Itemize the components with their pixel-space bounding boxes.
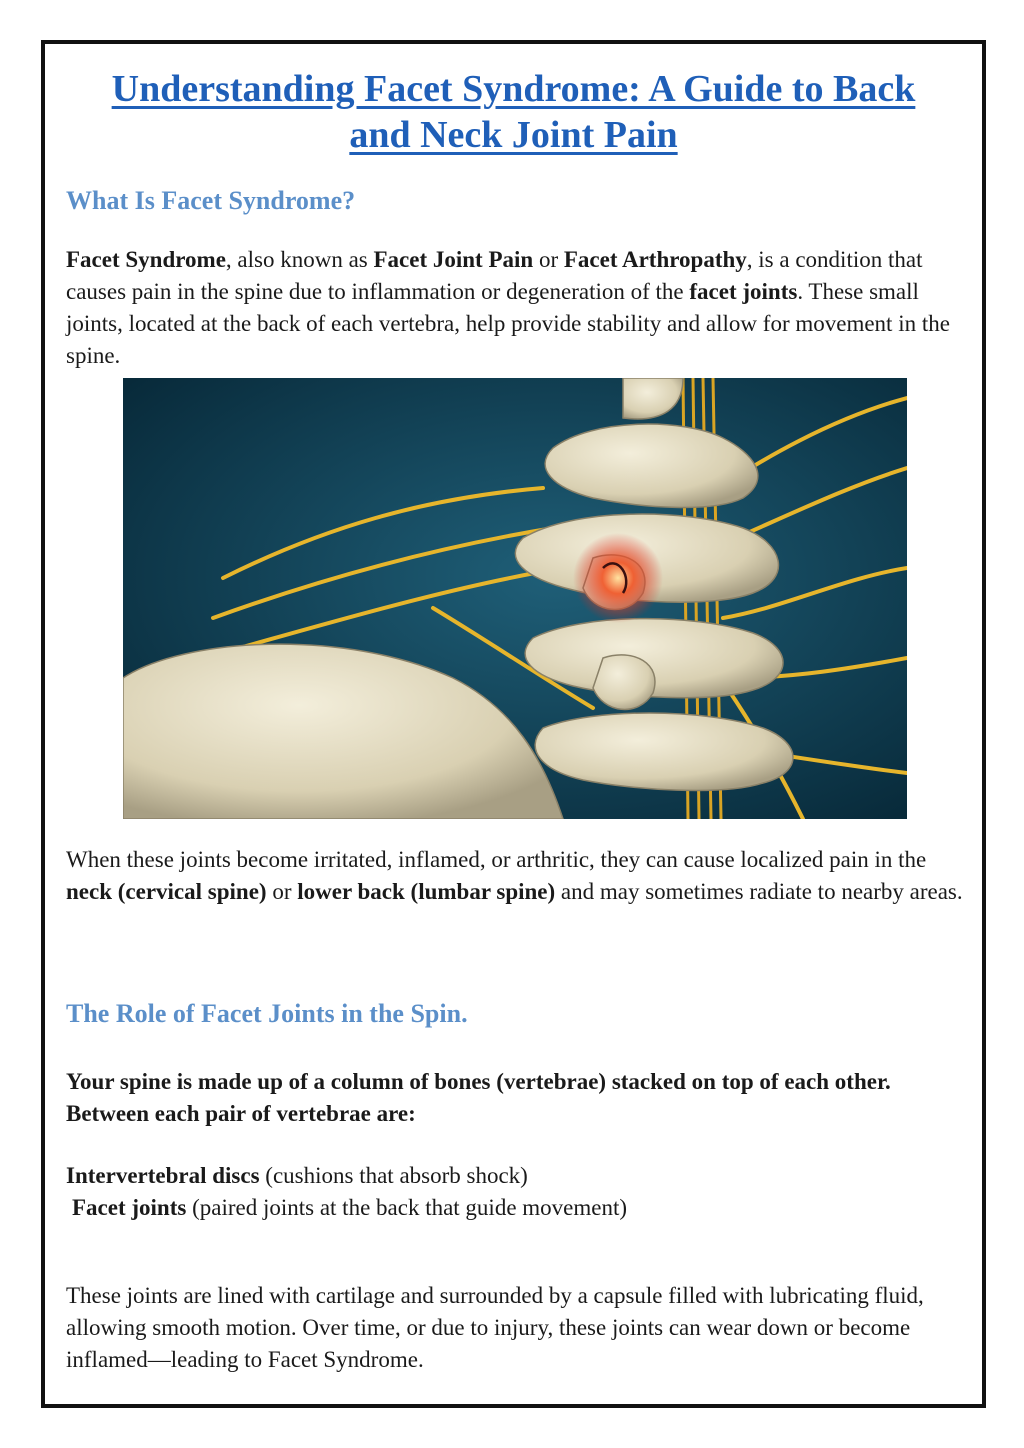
term-facet-syndrome: Facet Syndrome: [66, 247, 226, 272]
intro-paragraph: Facet Syndrome, also known as Facet Joint Pain or Facet Arthropathy, is a condition that causes pain in the spine due to inflammation or degeneration of the facet joints. These small joints, located at the back of each vertebra, help provide stability and allow for movement in the spine.: [66, 247, 950, 368]
page-border: [41, 40, 986, 1408]
term-facet-arthropathy: Facet Arthropathy: [563, 247, 747, 272]
page-title: [45, 66, 982, 158]
term-facet-joint-pain: Facet Joint Pain: [373, 247, 534, 272]
section-heading-role: The Role of Facet Joints in the Spin.: [66, 999, 468, 1028]
title-line-1: Understanding Facet Syndrome: A Guide to Back: [111, 68, 916, 110]
title-line-2: and Neck Joint Pain: [349, 114, 678, 156]
role-intro-paragraph: Your spine is made up of a column of bones (vertebrae) stacked on top of each other. Between each pair of vertebrae are:: [66, 1069, 891, 1126]
spine-illustration-graphic: [123, 378, 907, 819]
closing-paragraph: These joints are lined with cartilage and surrounded by a capsule filled with lubricating fluid, allowing smooth motion. Over time, or due to injury, these joints can wear down or become inflamed—leading to Facet Syndrome.: [66, 1283, 924, 1372]
term-neck-cervical-spine: neck (cervical spine): [66, 879, 267, 904]
list-item-facet-joints: Facet joints (paired joints at the back that guide movement): [72, 1195, 628, 1220]
term-lower-back-lumbar-spine: lower back (lumbar spine): [297, 879, 556, 904]
spine-illustration: [123, 378, 907, 819]
term-facet-joints: facet joints: [689, 279, 798, 304]
section-heading-what-is: What Is Facet Syndrome?: [66, 186, 356, 215]
list-item-intervertebral-discs: Intervertebral discs (cushions that absorb shock): [66, 1163, 528, 1188]
after-image-paragraph: When these joints become irritated, inflamed, or arthritic, they can cause localized pain in the neck (cervical spine) or lower back (lumbar spine) and may sometimes radiate to nearby areas.: [66, 847, 963, 904]
